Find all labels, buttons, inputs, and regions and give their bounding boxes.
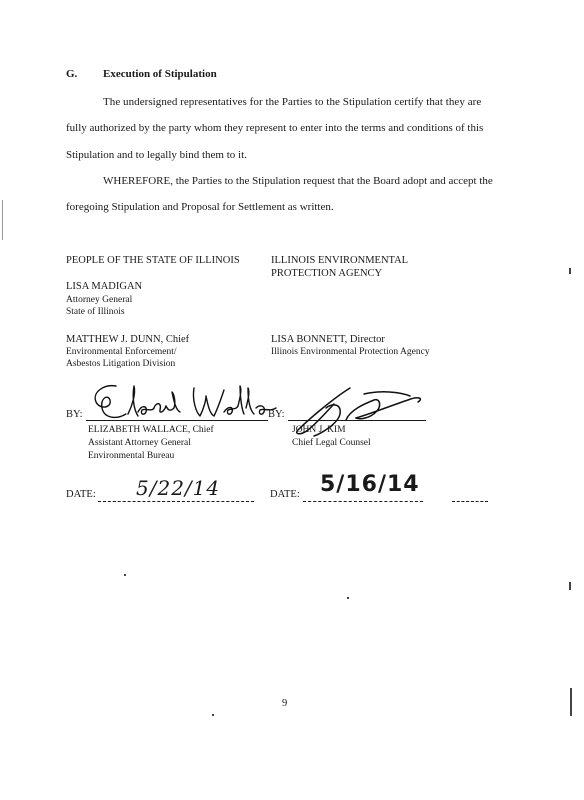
left-official-org: State of Illinois [66,307,125,317]
margin-mark [569,582,571,590]
paragraph-line: fully authorized by the party whom they represent to enter into the terms and conditions of this [66,122,484,134]
left-party-name: PEOPLE OF THE STATE OF ILLINOIS [66,255,240,266]
left-chief-name: MATTHEW J. DUNN, Chief [66,334,190,345]
left-date-value: 5/22/14 [136,476,221,500]
page-number: 9 [282,698,288,709]
left-signer-name: ELIZABETH WALLACE, Chief [88,425,214,435]
left-chief-unit: Environmental Enforcement/ [66,347,177,357]
left-signer-unit: Environmental Bureau [88,451,175,461]
margin-mark [2,200,3,240]
scan-speck [124,574,126,576]
right-signer-name: JOHN J. KIM [292,425,346,435]
paragraph-line: The undersigned representatives for the Parties to the Stipulation certify that they are [103,96,482,108]
right-director-name: LISA BONNETT, Director [271,334,385,345]
left-chief-unit: Asbestos Litigation Division [66,359,176,369]
paragraph-line: foregoing Stipulation and Proposal for Settlement as written. [66,201,334,213]
right-date-label: DATE: [270,489,300,500]
left-date-line [98,501,254,502]
left-by-label: BY: [66,409,83,420]
section-title: Execution of Stipulation [103,68,217,80]
right-date-line [303,501,423,502]
right-date-extra-line [452,501,488,502]
right-by-label: BY: [268,409,285,420]
section-letter: G. [66,68,78,80]
paragraph-line: Stipulation and to legally bind them to it. [66,149,247,161]
left-signature-image [82,378,288,430]
right-signature-image [290,384,430,444]
left-official-title: Attorney General [66,295,133,305]
margin-mark [570,688,572,716]
right-date-value: 5/16/14 [320,472,420,497]
right-party-name: ILLINOIS ENVIRONMENTAL [271,255,409,266]
scan-speck [212,714,214,716]
left-official-name: LISA MADIGAN [66,281,143,292]
right-party-name: PROTECTION AGENCY [271,268,383,279]
right-director-org: Illinois Environmental Protection Agency [271,347,430,357]
left-signer-title: Assistant Attorney General [88,438,191,448]
paragraph-line: WHEREFORE, the Parties to the Stipulation request that the Board adopt and accept the [103,175,493,187]
right-signer-title: Chief Legal Counsel [292,438,371,448]
margin-mark [569,268,571,274]
scan-speck [347,597,349,599]
left-date-label: DATE: [66,489,96,500]
